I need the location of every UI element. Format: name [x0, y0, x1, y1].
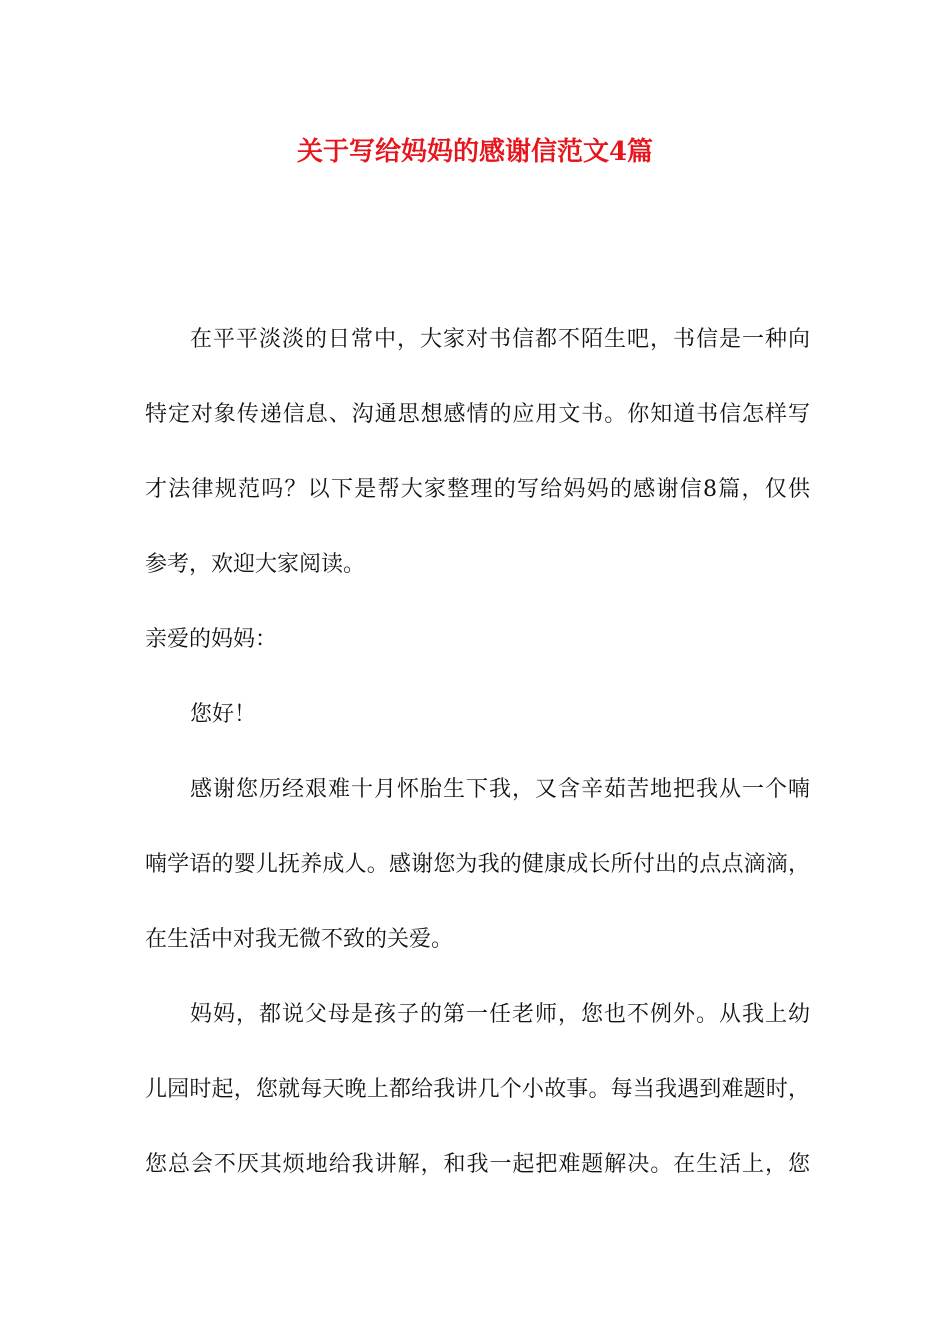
text-line: 喃学语的婴儿抚养成人。感谢您为我的健康成长所付出的点点滴滴， — [145, 852, 810, 877]
text-line: 感谢您历经艰难十月怀胎生下我，又含辛茹苦地把我从一个喃 — [190, 777, 810, 802]
salutation: 亲爱的妈妈： — [145, 627, 278, 652]
text-line: 在生活中对我无微不致的关爱。 — [145, 927, 454, 952]
text-line: 妈妈，都说父母是孩子的第一任老师，您也不例外。从我上幼 — [190, 1002, 810, 1027]
greeting: 您好！ — [190, 702, 257, 727]
text-line: 儿园时起，您就每天晚上都给我讲几个小故事。每当我遇到难题时， — [145, 1077, 810, 1102]
text-line: 在平平淡淡的日常中，大家对书信都不陌生吧，书信是一种向 — [190, 327, 810, 352]
document-title: 关于写给妈妈的感谢信范文4篇 — [296, 137, 654, 167]
text-line: 参考，欢迎大家阅读。 — [145, 552, 366, 577]
text-line: 您总会不厌其烦地给我讲解，和我一起把难题解决。在生活上，您 — [145, 1152, 810, 1177]
text-line: 特定对象传递信息、沟通思想感情的应用文书。你知道书信怎样写 — [145, 402, 810, 427]
text-line: 才法律规范吗？以下是帮大家整理的写给妈妈的感谢信8篇，仅供 — [145, 477, 810, 502]
